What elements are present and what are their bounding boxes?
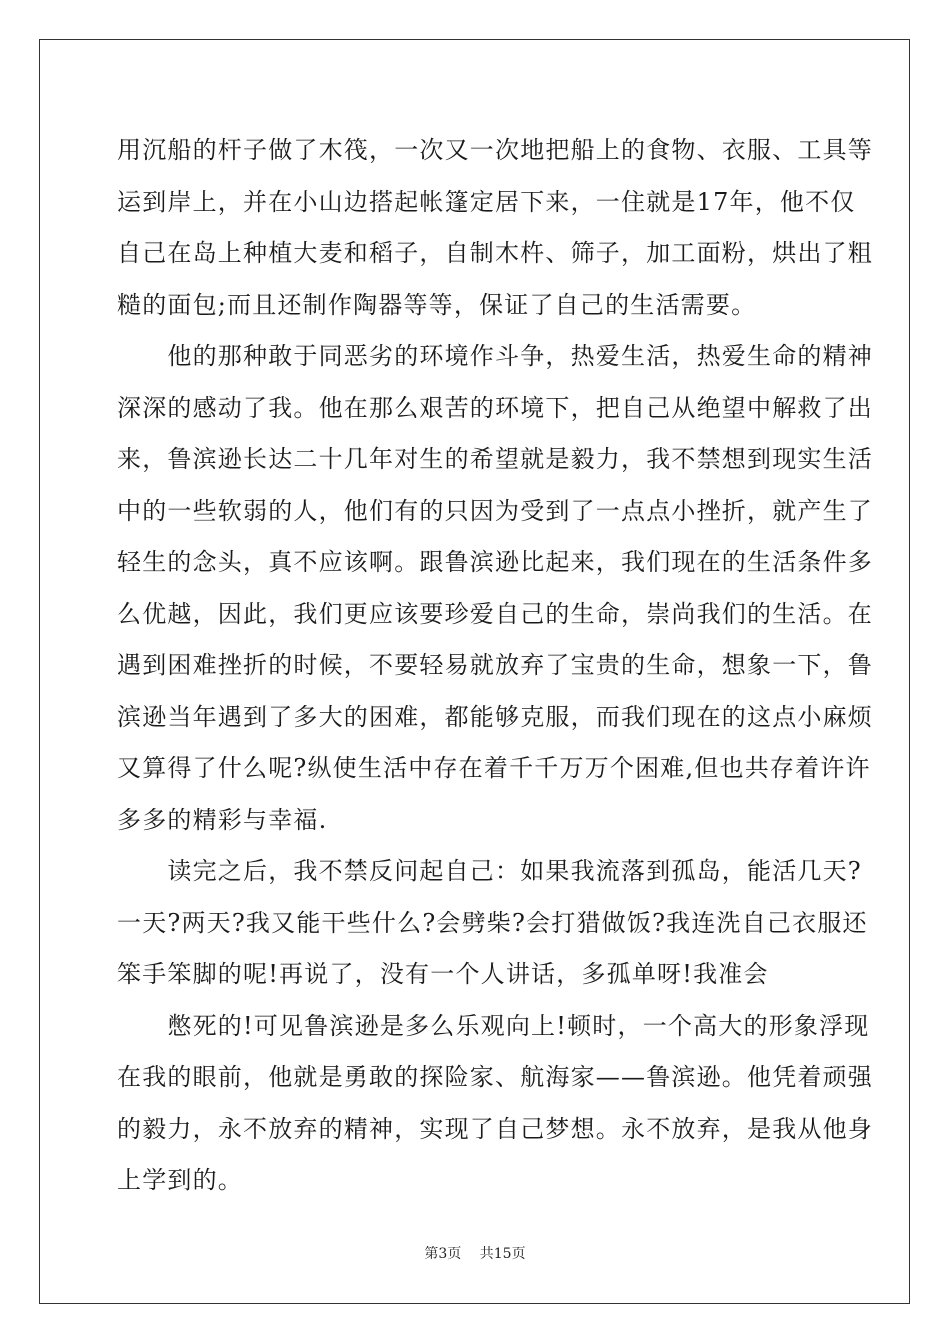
text-line: 多多的精彩与幸福. <box>117 805 328 834</box>
page-number-footer: 第3页 共15页 <box>424 1246 526 1262</box>
text-line: 深深的感动了我。他在那么艰苦的环境下，把自己从绝望中解救了出 <box>117 393 873 422</box>
text-line: 么优越，因此，我们更应该要珍爱自己的生命，崇尚我们的生活。在 <box>117 599 873 628</box>
text-line: 轻生的念头，真不应该啊。跟鲁滨逊比起来，我们现在的生活条件多 <box>117 548 873 576</box>
text-line: 笨手笨脚的呢!再说了，没有一个人讲话，多孤单呀!我准会 <box>117 960 769 988</box>
text-line: 遇到困难挫折的时候，不要轻易就放弃了宝贵的生命，想象一下，鲁 <box>117 651 873 679</box>
text-line: 他的那种敢于同恶劣的环境作斗争，热爱生活，热爱生命的精神 <box>117 342 873 370</box>
text-line: 中的一些软弱的人，他们有的只因为受到了一点点小挫折，就产生了 <box>117 496 873 525</box>
text-line: 糙的面包;而且还制作陶器等等，保证了自己的生活需要。 <box>117 290 757 319</box>
text-line: 一天?两天?我又能干些什么?会劈柴?会打猎做饭?我连洗自己衣服还 <box>117 908 868 937</box>
text-line: 用沉船的杆子做了木筏，一次又一次地把船上的食物、衣服、工具等 <box>117 136 873 164</box>
text-line: 读完之后，我不禁反问起自己：如果我流落到孤岛，能活几天? <box>117 857 862 885</box>
document-body <box>117 125 873 1207</box>
text-line: 自己在岛上种植大麦和稻子，自制木杵、筛子，加工面粉，烘出了粗 <box>117 239 873 267</box>
text-line: 又算得了什么呢?纵使生活中存在着千千万万个困难,但也共存着许许 <box>117 754 871 782</box>
text-line: 的毅力，永不放弃的精神，实现了自己梦想。永不放弃，是我从他身 <box>117 1114 873 1143</box>
text-line: 憋死的!可见鲁滨逊是多么乐观向上!顿时，一个高大的形象浮现 <box>117 1011 870 1040</box>
text-line: 在我的眼前，他就是勇敢的探险家、航海家——鲁滨逊。他凭着顽强 <box>117 1063 873 1091</box>
text-line: 上学到的。 <box>117 1166 243 1194</box>
text-line: 滨逊当年遇到了多大的困难，都能够克服，而我们现在的这点小麻烦 <box>117 702 873 731</box>
text-line: 运到岸上，并在小山边搭起帐篷定居下来，一住就是17年，他不仅 <box>117 187 856 216</box>
text-line: 来，鲁滨逊长达二十几年对生的希望就是毅力，我不禁想到现实生活 <box>117 445 873 473</box>
